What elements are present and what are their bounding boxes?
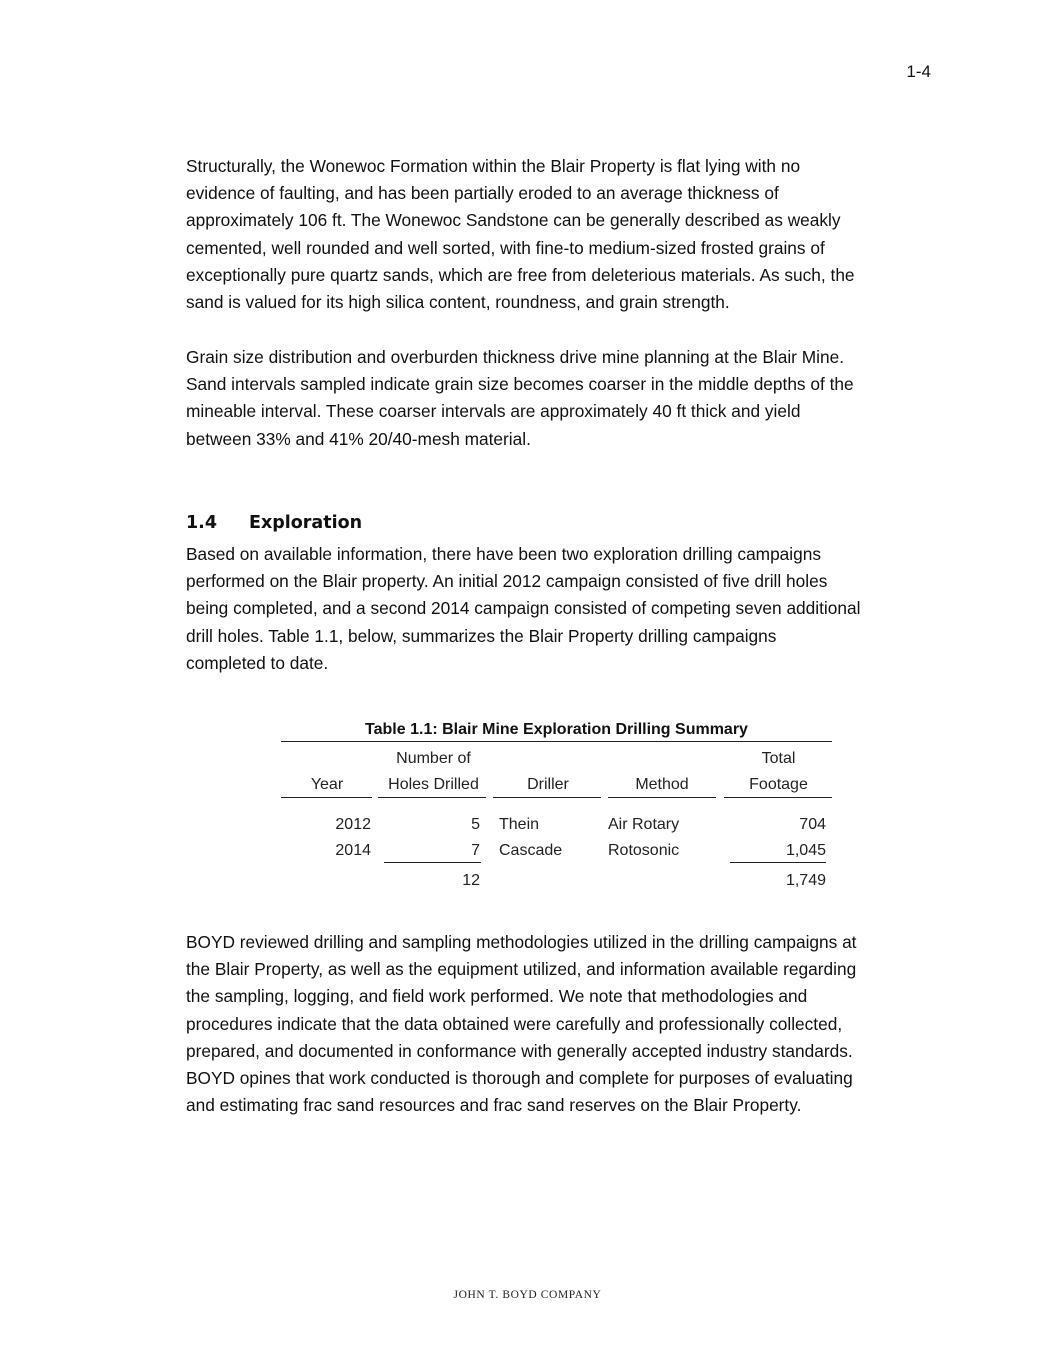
table-cell-method: Rotosonic [608, 842, 680, 859]
text-line: BOYD reviewed drilling and sampling methodologies utilized in the drilling campaigns at [186, 932, 857, 952]
text-line: drill holes. Table 1.1, below, summarizes the Blair Property drilling campaigns [186, 625, 777, 646]
text-line: the sampling, logging, and field work performed. We note that methodologies and [186, 986, 808, 1007]
header-underline [281, 797, 372, 798]
paragraph-structure [186, 153, 931, 316]
table-total-footage: 1,749 [785, 872, 826, 889]
text-line: between 33% and 41% 20/40-mesh material. [186, 428, 531, 449]
table-cell-driller: Cascade [499, 842, 563, 859]
text-line: Sand intervals sampled indicate grain size becomes coarser in the middle depths of the [186, 374, 854, 395]
text-line: the Blair Property, as well as the equipment utilized, and information available regarding [186, 959, 857, 980]
text-line: and estimating frac sand resources and frac sand reserves on the Blair Property. [186, 1095, 802, 1116]
text-line: being completed, and a second 2014 campaign consisted of competing seven additional [186, 598, 861, 619]
header-method: Method [635, 776, 689, 793]
total-underline [730, 862, 826, 863]
text-line: Structurally, the Wonewoc Formation within the Blair Property is flat lying with no [186, 156, 801, 176]
total-underline [384, 862, 481, 863]
header-holes-line2: Holes Drilled [388, 776, 479, 793]
text-line: sand is valued for its high silica content, roundness, and grain strength. [186, 292, 730, 313]
table-cell-driller: Thein [499, 816, 540, 833]
text-line: Based on available information, there have been two exploration drilling campaigns [186, 544, 821, 564]
table-cell-holes: 7 [471, 842, 480, 859]
text-line: evidence of faulting, and has been partially eroded to an average thickness of [186, 183, 779, 204]
section-heading [186, 513, 362, 533]
table-cell-footage: 704 [799, 816, 826, 833]
text-line: prepared, and documented in conformance with generally accepted industry standards. [186, 1040, 853, 1061]
table-cell-year: 2014 [335, 842, 371, 859]
section-title: Exploration [249, 513, 363, 533]
page-footer: JOHN T. BOYD COMPANY [453, 1289, 602, 1301]
header-underline [608, 797, 716, 798]
header-holes-line1: Number of [396, 750, 471, 767]
text-line: cemented, well rounded and well sorted, with fine-to medium-sized frosted grains of [186, 237, 825, 258]
header-underline [378, 797, 486, 798]
text-line: performed on the Blair property. An initial 2012 campaign consisted of five drill holes [186, 571, 828, 592]
table-total-holes: 12 [462, 872, 480, 889]
header-underline [493, 797, 601, 798]
table-cell-method: Air Rotary [608, 816, 680, 833]
paragraph-exploration [186, 541, 931, 677]
text-line: exceptionally pure quartz sands, which are free from deleterious materials. As such, the [186, 264, 855, 285]
text-line: approximately 106 ft. The Wonewoc Sandstone can be generally described as weakly [186, 210, 841, 231]
header-year: Year [310, 776, 344, 793]
paragraph-review [186, 929, 931, 1119]
text-line: completed to date. [186, 652, 329, 673]
table-title: Table 1.1: Blair Mine Exploration Drilling Summary [281, 718, 832, 742]
header-underline [724, 797, 832, 798]
text-line: BOYD opines that work conducted is thorough and complete for purposes of evaluating [186, 1068, 853, 1089]
header-driller: Driller [527, 776, 569, 793]
drilling-summary-table [281, 718, 832, 889]
table-cell-holes: 5 [471, 816, 480, 833]
table-cell-footage: 1,045 [785, 842, 826, 859]
paragraph-grain-size [186, 344, 931, 453]
section-number: 1.4 [186, 513, 218, 533]
text-line: procedures indicate that the data obtained were carefully and professionally collected, [186, 1013, 843, 1034]
header-footage-line2: Footage [749, 776, 808, 793]
text-line: mineable interval. These coarser intervals are approximately 40 ft thick and yield [186, 401, 801, 422]
text-line: Grain size distribution and overburden thickness drive mine planning at the Blair Mine. [186, 347, 844, 367]
table-cell-year: 2012 [335, 816, 371, 833]
header-footage-line1: Total [761, 750, 796, 767]
page-number: 1-4 [906, 62, 931, 81]
